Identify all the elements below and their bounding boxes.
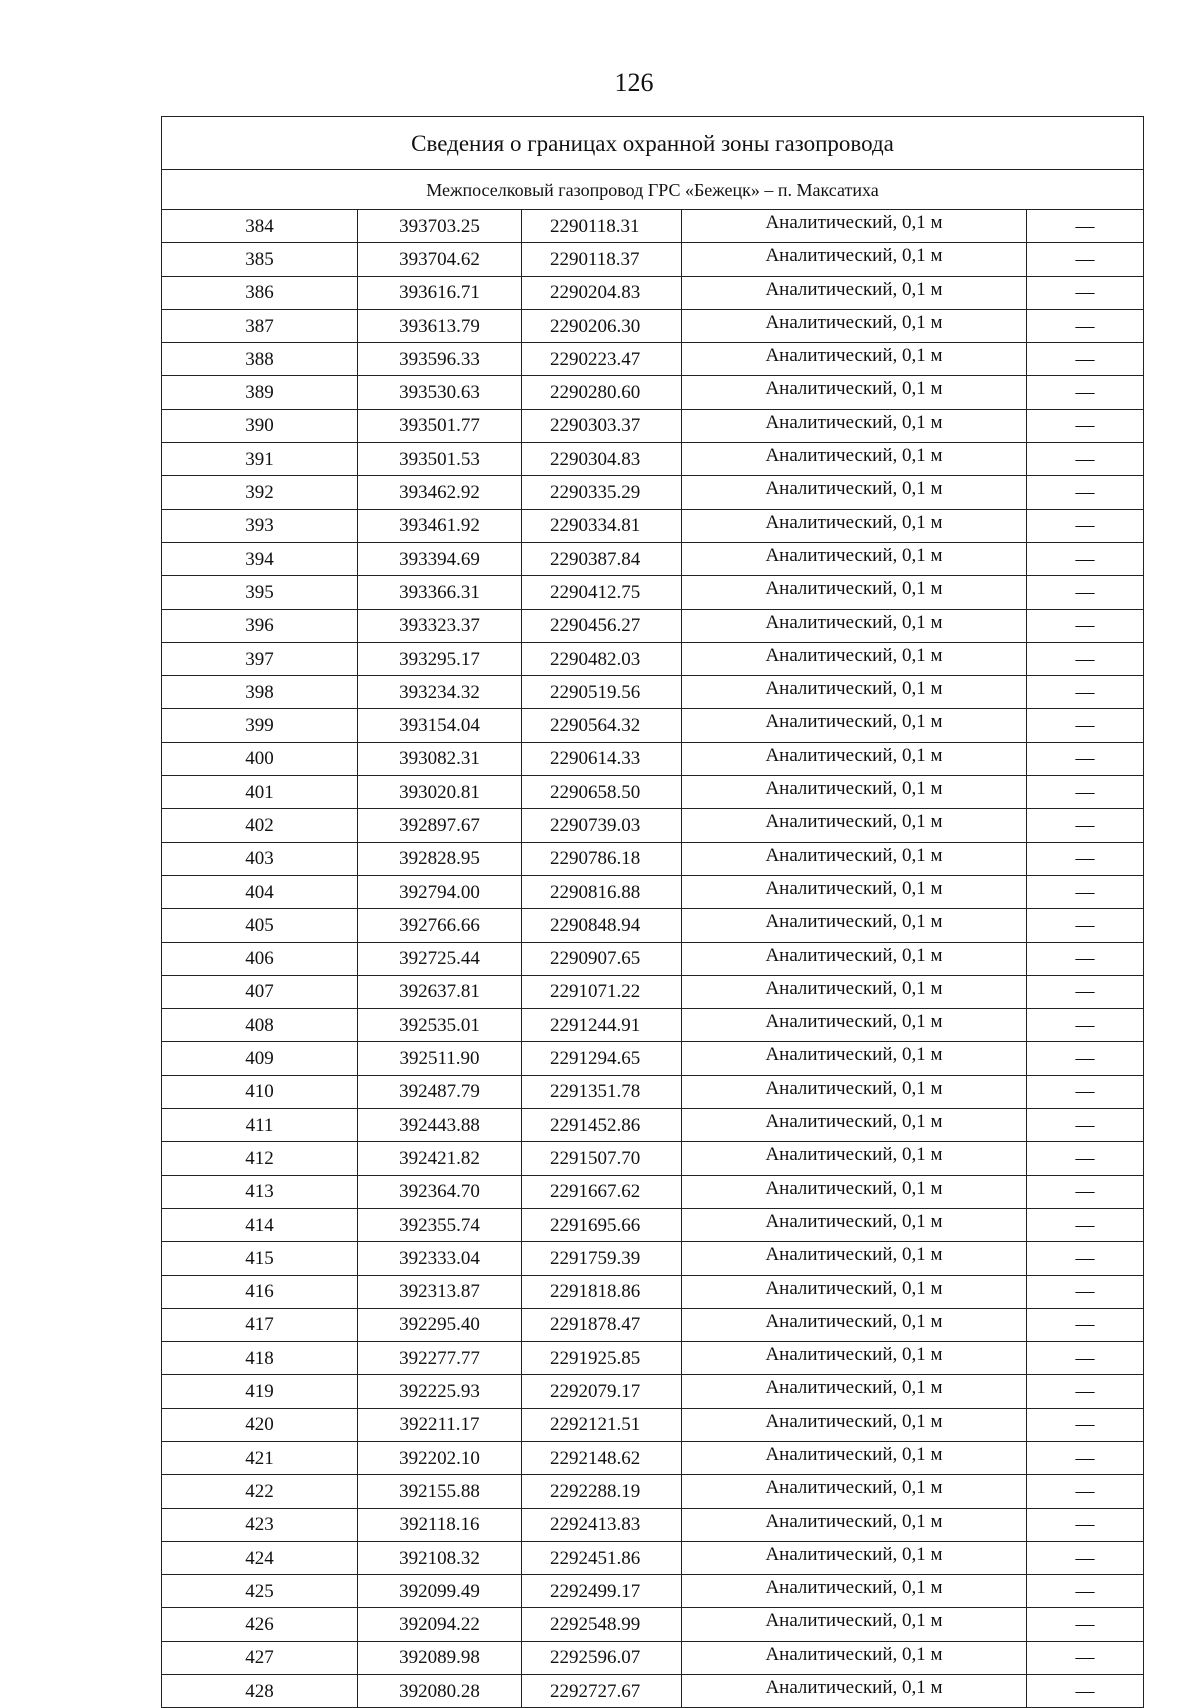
point-number-cell: 423 — [162, 1508, 358, 1541]
page-number: 126 — [614, 68, 654, 97]
table-row — [162, 1275, 1144, 1308]
table-row — [162, 1342, 1144, 1375]
table-row — [162, 1408, 1144, 1441]
table-subtitle: Межпоселковый газопровод ГРС «Бежецк» – п. Максатиха — [162, 170, 1144, 210]
coord-y-cell: 2290304.83 — [522, 443, 682, 476]
method-cell: Аналитический, 0,1 м — [682, 1142, 1027, 1175]
point-number-cell: 425 — [162, 1575, 358, 1608]
point-number-cell: 387 — [162, 309, 358, 342]
dash-cell: — — [1027, 343, 1144, 376]
dash-cell: — — [1027, 942, 1144, 975]
dash-cell: — — [1027, 276, 1144, 309]
coord-y-cell: 2290387.84 — [522, 542, 682, 575]
table-row — [162, 709, 1144, 742]
coord-x-cell: 392511.90 — [358, 1042, 522, 1075]
table-row — [162, 742, 1144, 775]
point-number-cell: 419 — [162, 1375, 358, 1408]
coord-x-cell: 392725.44 — [358, 942, 522, 975]
method-cell: Аналитический, 0,1 м — [682, 443, 1027, 476]
dash-cell: — — [1027, 809, 1144, 842]
coord-x-cell: 392487.79 — [358, 1075, 522, 1108]
dash-cell: — — [1027, 909, 1144, 942]
point-number-cell: 389 — [162, 376, 358, 409]
point-number-cell: 385 — [162, 243, 358, 276]
point-number-cell: 412 — [162, 1142, 358, 1175]
dash-cell: — — [1027, 1475, 1144, 1508]
dash-cell: — — [1027, 1075, 1144, 1108]
method-cell: Аналитический, 0,1 м — [682, 676, 1027, 709]
coord-x-cell: 392202.10 — [358, 1441, 522, 1474]
table-row — [162, 975, 1144, 1008]
point-number-cell: 405 — [162, 909, 358, 942]
table-row — [162, 909, 1144, 942]
method-cell: Аналитический, 0,1 м — [682, 1408, 1027, 1441]
table-row — [162, 542, 1144, 575]
dash-cell: — — [1027, 1675, 1144, 1708]
dash-cell: — — [1027, 1142, 1144, 1175]
method-cell: Аналитический, 0,1 м — [682, 409, 1027, 442]
point-number-cell: 407 — [162, 975, 358, 1008]
dash-cell: — — [1027, 875, 1144, 908]
method-cell: Аналитический, 0,1 м — [682, 842, 1027, 875]
table-row — [162, 676, 1144, 709]
coord-x-cell: 392295.40 — [358, 1308, 522, 1341]
table-title: Сведения о границах охранной зоны газопровода — [162, 117, 1144, 170]
coord-y-cell: 2290786.18 — [522, 842, 682, 875]
dash-cell: — — [1027, 243, 1144, 276]
table-row — [162, 875, 1144, 908]
coord-y-cell: 2292548.99 — [522, 1608, 682, 1641]
point-number-cell: 401 — [162, 776, 358, 809]
point-number-cell: 413 — [162, 1175, 358, 1208]
point-number-cell: 392 — [162, 476, 358, 509]
coord-y-cell: 2292121.51 — [522, 1408, 682, 1441]
method-cell: Аналитический, 0,1 м — [682, 1208, 1027, 1241]
coord-x-cell: 392108.32 — [358, 1541, 522, 1574]
table-row — [162, 309, 1144, 342]
dash-cell: — — [1027, 1208, 1144, 1241]
coord-y-cell: 2291294.65 — [522, 1042, 682, 1075]
method-cell: Аналитический, 0,1 м — [682, 542, 1027, 575]
table-row — [162, 1142, 1144, 1175]
coord-x-cell: 392211.17 — [358, 1408, 522, 1441]
dash-cell: — — [1027, 1275, 1144, 1308]
table-row — [162, 210, 1144, 243]
coord-y-cell: 2290334.81 — [522, 509, 682, 542]
coord-y-cell: 2292079.17 — [522, 1375, 682, 1408]
coord-x-cell: 393501.53 — [358, 443, 522, 476]
table-row — [162, 1109, 1144, 1142]
method-cell: Аналитический, 0,1 м — [682, 476, 1027, 509]
coord-y-cell: 2290519.56 — [522, 676, 682, 709]
point-number-cell: 408 — [162, 1009, 358, 1042]
coord-x-cell: 392364.70 — [358, 1175, 522, 1208]
method-cell: Аналитический, 0,1 м — [682, 1641, 1027, 1674]
point-number-cell: 415 — [162, 1242, 358, 1275]
method-cell: Аналитический, 0,1 м — [682, 1675, 1027, 1708]
coord-x-cell: 392277.77 — [358, 1342, 522, 1375]
coord-x-cell: 392443.88 — [358, 1109, 522, 1142]
table-row — [162, 376, 1144, 409]
table-row — [162, 1308, 1144, 1341]
method-cell: Аналитический, 0,1 м — [682, 942, 1027, 975]
table-row — [162, 243, 1144, 276]
point-number-cell: 422 — [162, 1475, 358, 1508]
point-number-cell: 384 — [162, 210, 358, 243]
coord-y-cell: 2290658.50 — [522, 776, 682, 809]
point-number-cell: 400 — [162, 742, 358, 775]
table-row — [162, 276, 1144, 309]
coord-y-cell: 2290907.65 — [522, 942, 682, 975]
table-row — [162, 1541, 1144, 1574]
coord-x-cell: 393704.62 — [358, 243, 522, 276]
method-cell: Аналитический, 0,1 м — [682, 776, 1027, 809]
point-number-cell: 409 — [162, 1042, 358, 1075]
method-cell: Аналитический, 0,1 м — [682, 1075, 1027, 1108]
coord-x-cell: 393462.92 — [358, 476, 522, 509]
dash-cell: — — [1027, 576, 1144, 609]
coord-y-cell: 2290739.03 — [522, 809, 682, 842]
coord-y-cell: 2291695.66 — [522, 1208, 682, 1241]
method-cell: Аналитический, 0,1 м — [682, 975, 1027, 1008]
coord-y-cell: 2291667.62 — [522, 1175, 682, 1208]
coord-x-cell: 393703.25 — [358, 210, 522, 243]
dash-cell: — — [1027, 609, 1144, 642]
coord-y-cell: 2290848.94 — [522, 909, 682, 942]
table-row — [162, 1075, 1144, 1108]
coord-x-cell: 392225.93 — [358, 1375, 522, 1408]
dash-cell: — — [1027, 409, 1144, 442]
table-row — [162, 476, 1144, 509]
method-cell: Аналитический, 0,1 м — [682, 376, 1027, 409]
coord-x-cell: 392897.67 — [358, 809, 522, 842]
coord-y-cell: 2292288.19 — [522, 1475, 682, 1508]
coord-x-cell: 393366.31 — [358, 576, 522, 609]
method-cell: Аналитический, 0,1 м — [682, 642, 1027, 675]
dash-cell: — — [1027, 1541, 1144, 1574]
dash-cell: — — [1027, 376, 1144, 409]
coord-y-cell: 2290118.31 — [522, 210, 682, 243]
dash-cell: — — [1027, 1575, 1144, 1608]
table-row — [162, 576, 1144, 609]
point-number-cell: 391 — [162, 443, 358, 476]
point-number-cell: 397 — [162, 642, 358, 675]
coord-x-cell: 393530.63 — [358, 376, 522, 409]
coord-y-cell: 2290206.30 — [522, 309, 682, 342]
coord-x-cell: 392355.74 — [358, 1208, 522, 1241]
method-cell: Аналитический, 0,1 м — [682, 742, 1027, 775]
coord-y-cell: 2291759.39 — [522, 1242, 682, 1275]
coord-x-cell: 392421.82 — [358, 1142, 522, 1175]
coord-y-cell: 2292451.86 — [522, 1541, 682, 1574]
point-number-cell: 395 — [162, 576, 358, 609]
method-cell: Аналитический, 0,1 м — [682, 1109, 1027, 1142]
coord-x-cell: 392089.98 — [358, 1641, 522, 1674]
point-number-cell: 399 — [162, 709, 358, 742]
dash-cell: — — [1027, 509, 1144, 542]
method-cell: Аналитический, 0,1 м — [682, 1342, 1027, 1375]
coord-x-cell: 392155.88 — [358, 1475, 522, 1508]
coord-y-cell: 2291351.78 — [522, 1075, 682, 1108]
table-row — [162, 809, 1144, 842]
method-cell: Аналитический, 0,1 м — [682, 875, 1027, 908]
dash-cell: — — [1027, 1109, 1144, 1142]
point-number-cell: 411 — [162, 1109, 358, 1142]
table-row — [162, 343, 1144, 376]
coord-x-cell: 393082.31 — [358, 742, 522, 775]
dash-cell: — — [1027, 1308, 1144, 1341]
coord-y-cell: 2290614.33 — [522, 742, 682, 775]
method-cell: Аналитический, 0,1 м — [682, 1275, 1027, 1308]
method-cell: Аналитический, 0,1 м — [682, 243, 1027, 276]
method-cell: Аналитический, 0,1 м — [682, 309, 1027, 342]
table-row — [162, 1508, 1144, 1541]
table-row — [162, 1175, 1144, 1208]
coord-y-cell: 2290412.75 — [522, 576, 682, 609]
point-number-cell: 396 — [162, 609, 358, 642]
coord-x-cell: 392094.22 — [358, 1608, 522, 1641]
method-cell: Аналитический, 0,1 м — [682, 576, 1027, 609]
coord-y-cell: 2290564.32 — [522, 709, 682, 742]
coord-y-cell: 2290118.37 — [522, 243, 682, 276]
coord-x-cell: 393501.77 — [358, 409, 522, 442]
dash-cell: — — [1027, 1175, 1144, 1208]
coord-x-cell: 392313.87 — [358, 1275, 522, 1308]
method-cell: Аналитический, 0,1 м — [682, 210, 1027, 243]
method-cell: Аналитический, 0,1 м — [682, 1508, 1027, 1541]
coord-y-cell: 2290223.47 — [522, 343, 682, 376]
point-number-cell: 418 — [162, 1342, 358, 1375]
dash-cell: — — [1027, 309, 1144, 342]
coord-y-cell: 2290816.88 — [522, 875, 682, 908]
method-cell: Аналитический, 0,1 м — [682, 1475, 1027, 1508]
method-cell: Аналитический, 0,1 м — [682, 1308, 1027, 1341]
coord-x-cell: 393020.81 — [358, 776, 522, 809]
coord-y-cell: 2291818.86 — [522, 1275, 682, 1308]
dash-cell: — — [1027, 842, 1144, 875]
coord-y-cell: 2291071.22 — [522, 975, 682, 1008]
coord-x-cell: 393323.37 — [358, 609, 522, 642]
table-title-row — [162, 117, 1144, 170]
coord-y-cell: 2291507.70 — [522, 1142, 682, 1175]
table-row — [162, 1641, 1144, 1674]
coord-x-cell: 392080.28 — [358, 1675, 522, 1708]
coord-y-cell: 2290280.60 — [522, 376, 682, 409]
table-row — [162, 1242, 1144, 1275]
point-number-cell: 417 — [162, 1308, 358, 1341]
table-row — [162, 609, 1144, 642]
method-cell: Аналитический, 0,1 м — [682, 1175, 1027, 1208]
method-cell: Аналитический, 0,1 м — [682, 1541, 1027, 1574]
method-cell: Аналитический, 0,1 м — [682, 1242, 1027, 1275]
boundary-coordinates-table — [161, 116, 1144, 1708]
table-row — [162, 409, 1144, 442]
dash-cell: — — [1027, 776, 1144, 809]
coord-x-cell: 392766.66 — [358, 909, 522, 942]
coord-y-cell: 2290456.27 — [522, 609, 682, 642]
dash-cell: — — [1027, 709, 1144, 742]
coord-y-cell: 2290335.29 — [522, 476, 682, 509]
method-cell: Аналитический, 0,1 м — [682, 609, 1027, 642]
coord-y-cell: 2291878.47 — [522, 1308, 682, 1341]
coord-x-cell: 392535.01 — [358, 1009, 522, 1042]
dash-cell: — — [1027, 1641, 1144, 1674]
point-number-cell: 424 — [162, 1541, 358, 1574]
point-number-cell: 420 — [162, 1408, 358, 1441]
coord-x-cell: 393234.32 — [358, 676, 522, 709]
dash-cell: — — [1027, 1009, 1144, 1042]
point-number-cell: 402 — [162, 809, 358, 842]
method-cell: Аналитический, 0,1 м — [682, 276, 1027, 309]
coord-y-cell: 2291452.86 — [522, 1109, 682, 1142]
dash-cell: — — [1027, 1375, 1144, 1408]
coord-y-cell: 2291244.91 — [522, 1009, 682, 1042]
point-number-cell: 416 — [162, 1275, 358, 1308]
coord-y-cell: 2291925.85 — [522, 1342, 682, 1375]
coord-x-cell: 393616.71 — [358, 276, 522, 309]
table-row — [162, 1608, 1144, 1641]
point-number-cell: 390 — [162, 409, 358, 442]
point-number-cell: 393 — [162, 509, 358, 542]
coord-y-cell: 2292499.17 — [522, 1575, 682, 1608]
coord-y-cell: 2290482.03 — [522, 642, 682, 675]
point-number-cell: 428 — [162, 1675, 358, 1708]
point-number-cell: 403 — [162, 842, 358, 875]
method-cell: Аналитический, 0,1 м — [682, 709, 1027, 742]
dash-cell: — — [1027, 642, 1144, 675]
coord-x-cell: 393613.79 — [358, 309, 522, 342]
dash-cell: — — [1027, 1608, 1144, 1641]
table-row — [162, 443, 1144, 476]
point-number-cell: 388 — [162, 343, 358, 376]
point-number-cell: 421 — [162, 1441, 358, 1474]
method-cell: Аналитический, 0,1 м — [682, 1441, 1027, 1474]
method-cell: Аналитический, 0,1 м — [682, 909, 1027, 942]
table-row — [162, 1208, 1144, 1241]
coord-y-cell: 2290204.83 — [522, 276, 682, 309]
method-cell: Аналитический, 0,1 м — [682, 1042, 1027, 1075]
dash-cell: — — [1027, 676, 1144, 709]
coord-y-cell: 2292727.67 — [522, 1675, 682, 1708]
dash-cell: — — [1027, 1441, 1144, 1474]
method-cell: Аналитический, 0,1 м — [682, 343, 1027, 376]
method-cell: Аналитический, 0,1 м — [682, 1575, 1027, 1608]
coord-x-cell: 393461.92 — [358, 509, 522, 542]
dash-cell: — — [1027, 443, 1144, 476]
table-subtitle-row — [162, 170, 1144, 210]
coord-y-cell: 2290303.37 — [522, 409, 682, 442]
point-number-cell: 406 — [162, 942, 358, 975]
dash-cell: — — [1027, 1342, 1144, 1375]
method-cell: Аналитический, 0,1 м — [682, 1608, 1027, 1641]
dash-cell: — — [1027, 1408, 1144, 1441]
table-row — [162, 1009, 1144, 1042]
table-row — [162, 642, 1144, 675]
coord-x-cell: 392637.81 — [358, 975, 522, 1008]
coord-x-cell: 393154.04 — [358, 709, 522, 742]
table-row — [162, 1575, 1144, 1608]
dash-cell: — — [1027, 1042, 1144, 1075]
method-cell: Аналитический, 0,1 м — [682, 1009, 1027, 1042]
point-number-cell: 386 — [162, 276, 358, 309]
table-row — [162, 1375, 1144, 1408]
table-row — [162, 1675, 1144, 1708]
method-cell: Аналитический, 0,1 м — [682, 809, 1027, 842]
point-number-cell: 394 — [162, 542, 358, 575]
method-cell: Аналитический, 0,1 м — [682, 1375, 1027, 1408]
table-row — [162, 942, 1144, 975]
dash-cell: — — [1027, 1242, 1144, 1275]
coord-x-cell: 392794.00 — [358, 875, 522, 908]
table-body — [162, 117, 1144, 1708]
point-number-cell: 404 — [162, 875, 358, 908]
dash-cell: — — [1027, 1508, 1144, 1541]
table-row — [162, 1475, 1144, 1508]
coord-y-cell: 2292148.62 — [522, 1441, 682, 1474]
coord-x-cell: 392118.16 — [358, 1508, 522, 1541]
point-number-cell: 410 — [162, 1075, 358, 1108]
coord-y-cell: 2292596.07 — [522, 1641, 682, 1674]
method-cell: Аналитический, 0,1 м — [682, 509, 1027, 542]
table-row — [162, 1441, 1144, 1474]
dash-cell: — — [1027, 975, 1144, 1008]
coord-y-cell: 2292413.83 — [522, 1508, 682, 1541]
coord-x-cell: 392333.04 — [358, 1242, 522, 1275]
table-row — [162, 776, 1144, 809]
dash-cell: — — [1027, 742, 1144, 775]
dash-cell: — — [1027, 476, 1144, 509]
coord-x-cell: 393394.69 — [358, 542, 522, 575]
table-row — [162, 509, 1144, 542]
dash-cell: — — [1027, 210, 1144, 243]
coord-x-cell: 393596.33 — [358, 343, 522, 376]
point-number-cell: 427 — [162, 1641, 358, 1674]
coord-x-cell: 392099.49 — [358, 1575, 522, 1608]
table-row — [162, 1042, 1144, 1075]
point-number-cell: 398 — [162, 676, 358, 709]
coord-x-cell: 392828.95 — [358, 842, 522, 875]
dash-cell: — — [1027, 542, 1144, 575]
point-number-cell: 426 — [162, 1608, 358, 1641]
coord-x-cell: 393295.17 — [358, 642, 522, 675]
table-row — [162, 842, 1144, 875]
point-number-cell: 414 — [162, 1208, 358, 1241]
